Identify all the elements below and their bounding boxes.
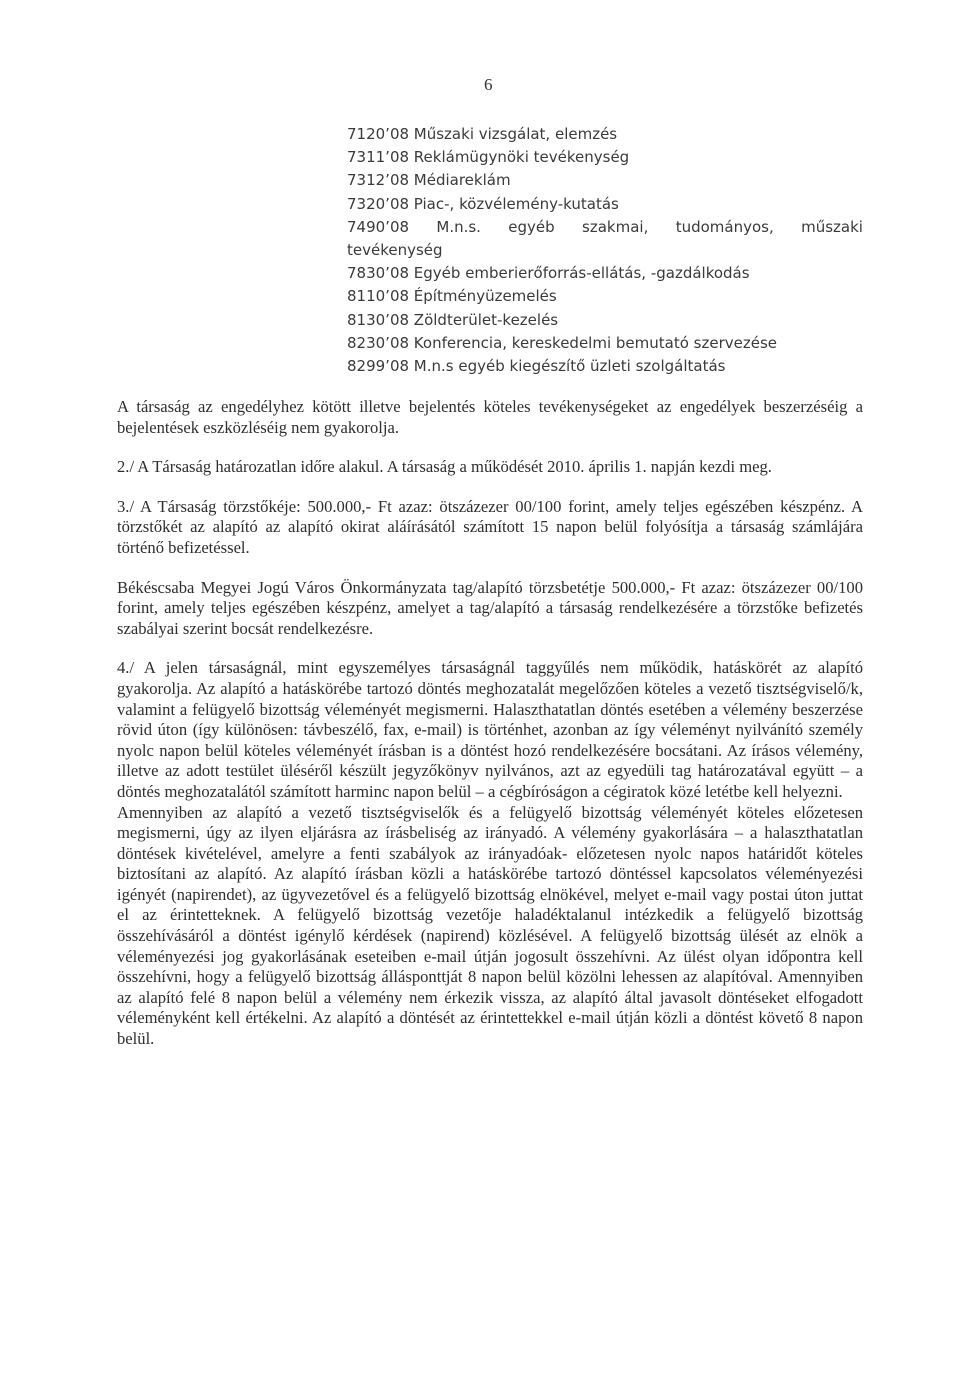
activity-item: 8230’08 Konferencia, kereskedelmi bemutató szervezése	[347, 333, 778, 352]
activity-item: 7120’08 Műszaki vizsgálat, elemzés	[347, 125, 618, 143]
page-number: 6	[484, 75, 493, 94]
paragraph-founder-powers: 4./ A jelen társaságnál, mint egyszemélyes társaságnál taggyűlés nem működik, hatáskörét az alapító gyakorolja. Az alapító a hatáskörébe tartozó döntés meghozatalát megelőzően köteles a vezető tisztségviselő/k, valamint a felügyelő bizottság véleményét megismerni. Halaszthatatlan döntés esetében a vélemény beszerzése rövid úton (így különösen: távbeszélő, fax, e-mail) is történhet, azonban az így véleményt nyilvánító személy nyolc napon belül köteles véleményét írásban is a döntést hozó rendelkezésére bocsátani. Az írásos vélemény, illetve az adott testület üléséről készült jegyzőkönyv nyilvános, azt az egyedüli tag határozatával együtt – a döntés meghozatalától számított harminc napon belül – a cégbíróságon a cégiratok közé letétbe kell helyezni.	[117, 658, 863, 801]
paragraph-share-capital: 3./ A Társaság törzstőkéje: 500.000,- Ft azaz: ötszázezer 00/100 forint, amely teljes egészében készpénz. A törzstőkét az alapító az alapító okirat aláírásától számított 15 napon belül folyósítja a társaság számlájára történő befizetéssel.	[117, 496, 863, 557]
activity-list	[347, 123, 863, 378]
paragraph-duration: 2./ A Társaság határozatlan időre alakul. A társaság a működését 2010. április 1. napján kezdi meg.	[117, 457, 772, 477]
activity-item: 7830’08 Egyéb emberierőforrás-ellátás, -gazdálkodás	[347, 264, 750, 283]
paragraph-licensed-activities: A társaság az engedélyhez kötött illetve bejelentés köteles tevékenységeket az engedélyek beszerzéséig a bejelentések eszközléséig nem gyakorolja.	[117, 397, 863, 437]
activity-word: egyéb	[508, 217, 555, 236]
activity-word: szakmai,	[582, 217, 649, 236]
activity-item: 7312’08 Médiareklám	[347, 171, 511, 190]
activity-item: 7320’08 Piac-, közvélemény-kutatás	[347, 194, 619, 213]
paragraph-founder-contribution: Békéscsaba Megyei Jogú Város Önkormányzata tag/alapító törzsbetétje 500.000,- Ft azaz: ötszázezer 00/100 forint, amely teljes egészében készpénz, amelyet a tag/alapító a társaság rendelkezésére a törzstőke befizetés szabályai szerint bocsát rendelkezésre.	[117, 577, 863, 638]
activity-word: tudományos,	[675, 217, 774, 236]
activity-word: műszaki	[801, 217, 863, 236]
paragraph-opinion-procedure: Amennyiben az alapító a vezető tisztségviselők és a felügyelő bizottság véleményét köteles előzetesen megismerni, úgy az ilyen eljárásra az írásbeliség az irányadó. A vélemény gyakorlására – a halaszthatatlan döntések kivételével, amelyre a fenti szabályok az irányadóak- előzetesen nyolc napos határidőt köteles biztosítani az alapító. Az alapító írásban közli a hatáskörébe tartozó döntéssel kapcsolatos véleményezési igényét (napirendet), az ügyvezetővel és a felügyelő bizottság elnökével, melyet e-mail vagy postai úton juttat el az érintetteknek. A felügyelő bizottság vezetője haladéktalanul intézkedik a felügyelő bizottság összehívásáról a döntést igénylő kérdések (napirend) közlésével. A felügyelő bizottság ülését az elnök a véleményezési jog gyakorlásának eseteiben e-mail útján jogosult összehívni. Az ülést olyan időpontra kell összehívni, hogy a felügyelő bizottság állásponttját 8 napon belül közölni lehessen az alapítóval. Amennyiben az alapító felé 8 napon belül a vélemény nem érkezik vissza, az alapító által javasolt döntéseket elfogadott véleményként kell értékelni. Az alapító a döntését az érintettekkel e-mail útján közli a döntést követő 8 napon belül.	[117, 802, 863, 1049]
activity-item: 8130’08 Zöldterület-kezelés	[347, 310, 559, 329]
activity-item-justified	[347, 216, 863, 239]
activity-item: 8110’08 Építményüzemelés	[347, 287, 557, 306]
activity-code: 7490’08	[347, 217, 410, 236]
body-text	[117, 397, 863, 1050]
activity-word: M.n.s.	[436, 217, 481, 236]
activity-item: 8299’08 M.n.s egyéb kiegészítő üzleti szolgáltatás	[347, 357, 726, 376]
activity-item: 7311’08 Reklámügynöki tevékenység	[347, 148, 630, 167]
activity-item: tevékenység	[347, 241, 443, 260]
